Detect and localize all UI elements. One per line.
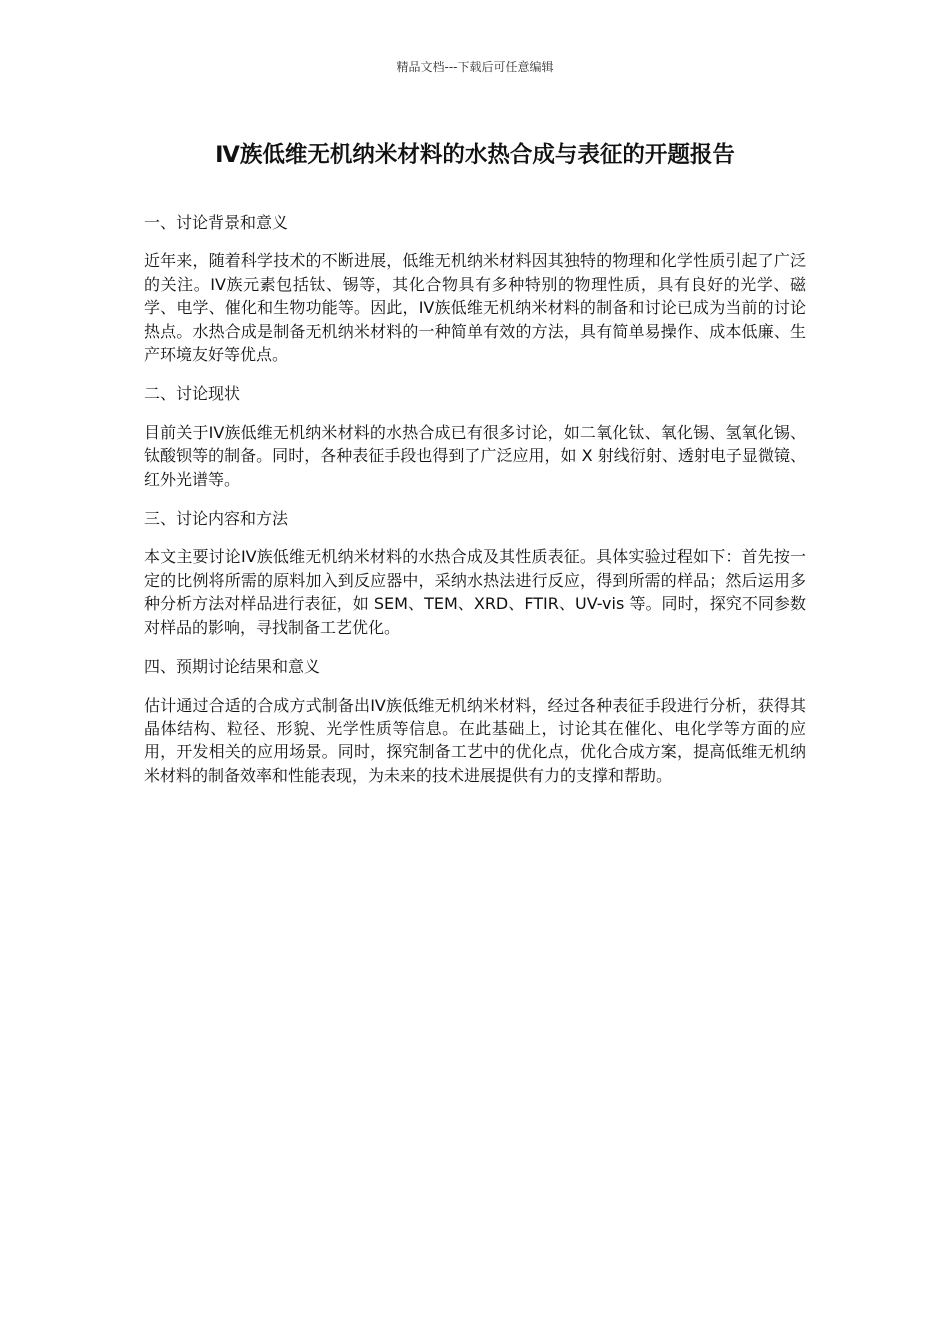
page-header: 精品文档---下载后可任意编辑 bbox=[396, 60, 554, 74]
section-body-expected-results: 估计通过合适的合成方式制备出IV族低维无机纳米材料，经过各种表征手段进行分析，获得其晶体结构、粒径、形貌、光学性质等信息。在此基础上，讨论其在催化、电化学等方面的应用，开发相关的应用场景。同时，探究制备工艺中的优化点，优化合成方案，提高低维无机纳米材料的制备效率和性能表现，为未来的技术进展提供有力的支撑和帮助。 bbox=[144, 695, 806, 785]
document-body bbox=[144, 211, 806, 803]
section-body-status: 目前关于IV族低维无机纳米材料的水热合成已有很多讨论，如二氧化钛、氧化锡、氢氧化锡、钛酸钡等的制备。同时，各种表征手段也得到了广泛应用，如 X 射线衍射、透射电子显微镜、红外光谱等。 bbox=[144, 422, 806, 489]
section-heading-status: 二、讨论现状 bbox=[144, 384, 241, 404]
section-heading-methods: 三、讨论内容和方法 bbox=[144, 509, 289, 529]
section-body-background: 近年来，随着科学技术的不断进展，低维无机纳米材料因其独特的物理和化学性质引起了广泛的关注。IV族元素包括钛、锡等，其化合物具有多种特别的物理性质，具有良好的光学、磁学、电学、催化和生物功能等。因此，IV族低维无机纳米材料的制备和讨论已成为当前的讨论热点。水热合成是制备无机纳米材料的一种简单有效的方法，具有简单易操作、成本低廉、生产环境友好等优点。 bbox=[144, 251, 806, 365]
section-body-methods: 本文主要讨论IV族低维无机纳米材料的水热合成及其性质表征。具体实验过程如下：首先按一定的比例将所需的原料加入到反应器中，采纳水热法进行反应，得到所需的样品；然后运用多种分析方法对样品进行表征，如 SEM、TEM、XRD、FTIR、UV-vis 等。同时，探究不同参数对样品的影响，寻找制备工艺优化。 bbox=[144, 547, 806, 637]
section-heading-expected-results: 四、预期讨论结果和意义 bbox=[144, 657, 321, 677]
document-title: Ⅳ族低维无机纳米材料的水热合成与表征的开题报告 bbox=[215, 142, 735, 168]
section-heading-background: 一、讨论背景和意义 bbox=[144, 213, 289, 232]
